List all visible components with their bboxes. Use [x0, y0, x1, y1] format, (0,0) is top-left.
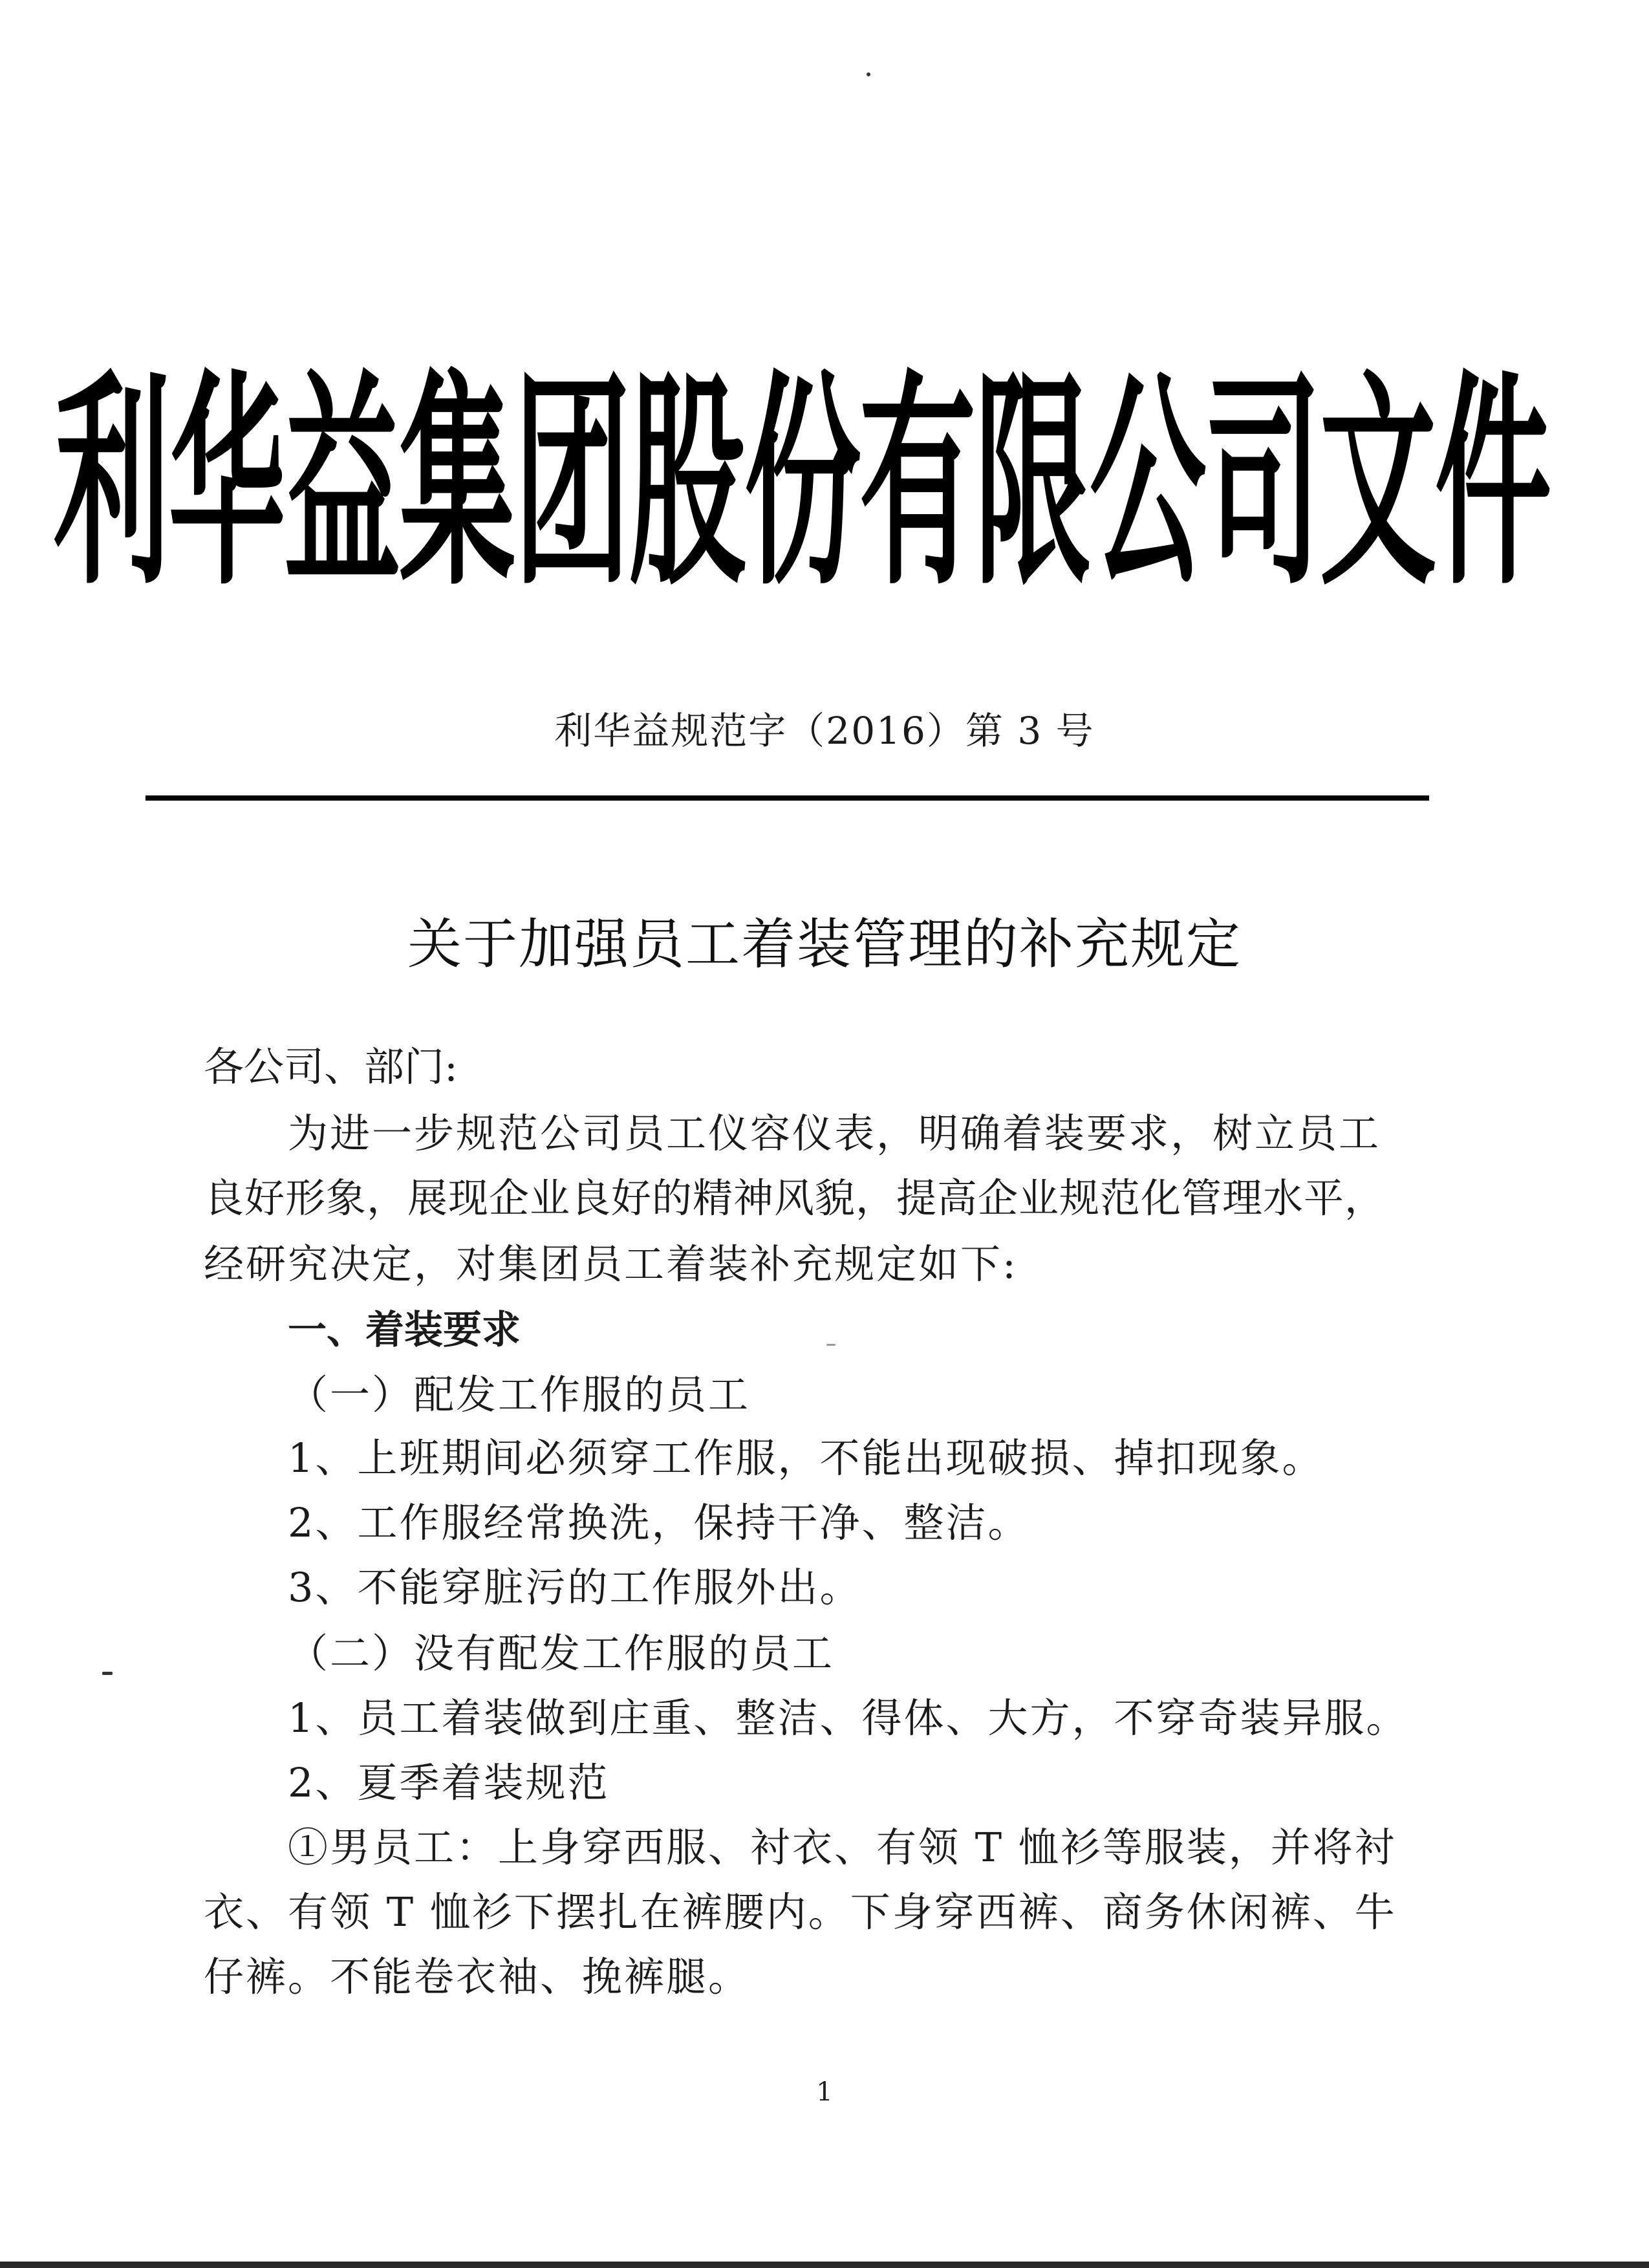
- header-divider-rule: [146, 795, 1429, 801]
- list-item: 2、工作服经常换洗，保持干净、整洁。: [288, 1499, 1030, 1546]
- list-item: 1、员工着装做到庄重、整洁、得体、大方，不穿奇装异服。: [288, 1694, 1408, 1742]
- page-number: 1: [816, 2077, 833, 2107]
- list-item: 2、夏季着装规范: [288, 1759, 610, 1806]
- scan-speck: [102, 1672, 113, 1675]
- scan-speck: [826, 1344, 835, 1346]
- subsection-heading-non-uniform-staff: （二）没有配发工作服的员工: [288, 1630, 835, 1677]
- list-item: 3、不能穿脏污的工作服外出。: [288, 1564, 862, 1611]
- male-rule-line-2: 衣、有领 T 恤衫下摆扎在裤腰内。下身穿西裤、商务休闲裤、牛: [204, 1888, 1397, 1936]
- intro-line-3: 经研究决定，对集团员工着装补充规定如下:: [204, 1240, 1018, 1288]
- intro-line-2: 良好形象，展现企业良好的精神风貌，提高企业规范化管理水平，: [204, 1174, 1386, 1222]
- scan-bottom-edge: [0, 2262, 1649, 2268]
- salutation: 各公司、部门:: [204, 1043, 458, 1090]
- list-item: 1、上班期间必须穿工作服，不能出现破损、掉扣现象。: [288, 1434, 1324, 1482]
- scan-speck: [867, 72, 870, 76]
- subsection-heading-uniform-staff: （一）配发工作服的员工: [288, 1371, 751, 1418]
- section-heading-dress-requirements: 一、着装要求: [288, 1308, 521, 1353]
- issuer-header-text: 利华益集团股份有限公司文件: [54, 352, 1551, 616]
- document-number: 利华益规范字（2016）第 3 号: [554, 709, 1095, 753]
- male-rule-line-3: 仔裤。不能卷衣袖、挽裤腿。: [204, 1953, 751, 2000]
- intro-line-1: 为进一步规范公司员工仪容仪表，明确着装要求，树立员工: [288, 1110, 1381, 1157]
- issuer-header-title: [54, 352, 1551, 616]
- document-title: 关于加强员工着装管理的补充规定: [407, 913, 1242, 976]
- male-rule-line-1: ①男员工：上身穿西服、衬衣、有领 T 恤衫等服装，并将衬: [288, 1824, 1397, 1871]
